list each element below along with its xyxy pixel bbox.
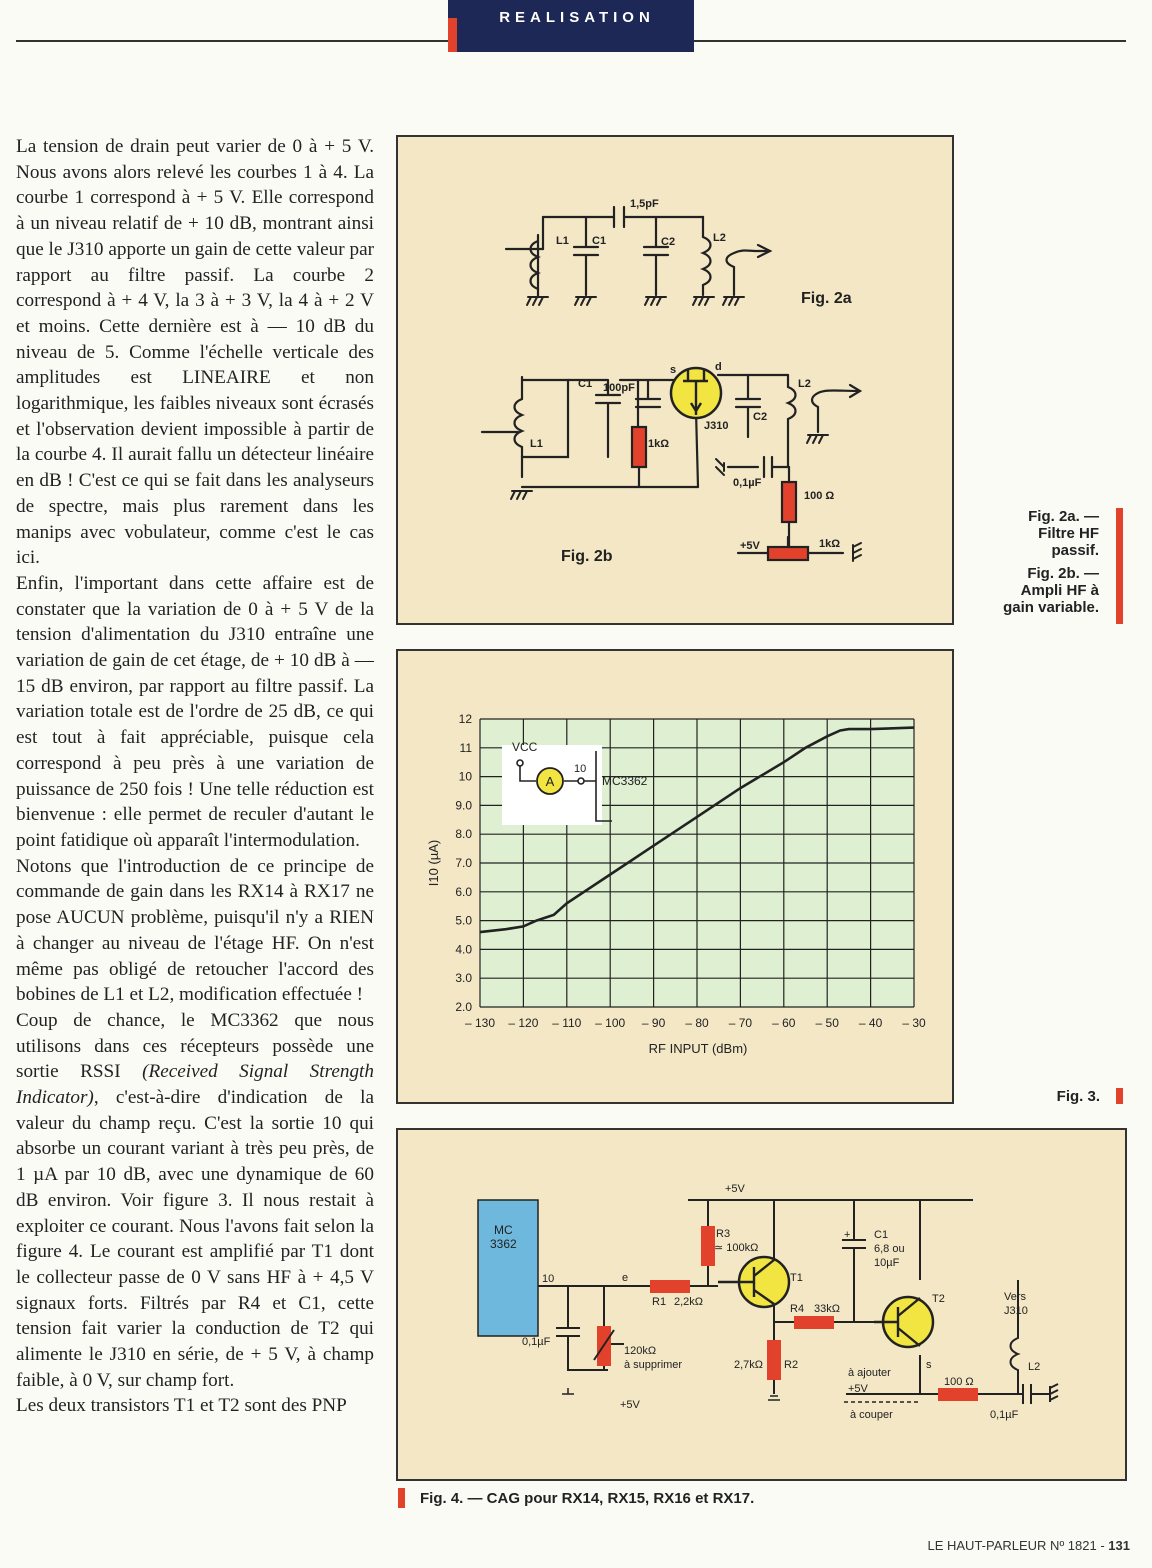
fig4-c1: C1 <box>874 1229 889 1241</box>
figure-2-schematic <box>398 137 952 623</box>
paragraph-2: Enfin, l'important dans cette affaire est de constater que la variation de 0 à + 5 V de la tension d'alimentation du J310 entraîne une variation de gain de cet étage, de + 10 dB à — 15 dB environ, par rapport au filtre passif. La variation totale est de l'ordre de 25 dB, ce qui est tout à fait appréciable, puisque cela correspond à peu près à une variation de puissance de 250 fois ! Une telle réduction est bienvenue : elle permet de reculer d'autant le point fatidique où apparaît l'intermodulation. <box>16 572 374 851</box>
paragraph-1: La tension de drain peut varier de 0 à + 5 V. Nous avons alors relevé les courbes 1 à 4. La courbe 1 correspond à + 5 V. Elle correspond à un niveau relatif de + 10 dB, montrant ainsi que le J310 apporte un gain de cette valeur par rapport au filtre passif. La courbe 2 correspond à + 4 V, la 3 à + 3 V, la 4 à + 2 V et moins. Cette dernière est à — 10 dB du niveau de 5. Comme l'échelle verticale des amplitudes est LINEAIRE et non logarithmique, les faibles niveaux sont écrasés et l'observation devient impossible à partir de la courbe 4. Il aurait fallu un détecteur linéaire en dB ! C'est ce qui se fait dans les analyseurs de spectre, mais plus rarement dans les manips avec vobulateur, comme c'est le cas ici. <box>16 136 374 569</box>
mc3362-chip <box>478 1200 538 1336</box>
chart-x-label: RF INPUT (dBm) <box>648 1041 748 1056</box>
figure-4-panel <box>396 1128 1127 1481</box>
fig2a-c2: C2 <box>661 236 676 248</box>
chart-y-tick: 10 <box>458 769 472 784</box>
fig4-chip-2: 3362 <box>490 1237 517 1251</box>
chart-x-tick: – 60 <box>772 1016 796 1030</box>
fig4-caption-bar <box>398 1488 405 1508</box>
paragraph-4: Coup de chance, le MC3362 que nous utilisons dans ces récepteurs possède une sortie RSSI (Received Signal Strength Indicator), c'est-à-dire d'indication de la valeur du champ reçu. C'est la sortie 10 qui absorbe un courant variant à très peu près, de 1 µA par 10 dB, avec une dynamique de 60 dB environ. Voir figure 3. Il nous restait à exploiter ce courant. Nous l'avons fait selon la figure 4. Le courant est amplifié par T1 dont le collecteur passe de 0 V sans HF à + 4,5 V signaux forts. Filtrés par R4 et C1, cette tension fait varier la conduction de T2 qui alimente le J310 en série, de + 5 V, à champ faible, à 0 V, sur champ fort. <box>16 1009 374 1391</box>
fig4-couper: à couper <box>850 1409 893 1421</box>
article-text <box>16 134 374 1419</box>
fig4-r100: 100 Ω <box>944 1376 974 1388</box>
figure-2-panel <box>396 135 954 625</box>
fig4-e: e <box>622 1272 629 1284</box>
fig4-c1-value-2: 10µF <box>874 1257 900 1269</box>
fig4-cap2: 0,1µF <box>990 1409 1019 1421</box>
fig4-t2: T2 <box>932 1293 945 1305</box>
fig4-s: s <box>926 1359 932 1371</box>
chart-y-tick: 4.0 <box>455 942 472 957</box>
fig4-r3-value: ≃ 100kΩ <box>714 1242 759 1254</box>
chart-y-tick: 12 <box>458 712 472 726</box>
fig2b-source: s <box>670 364 677 376</box>
fig2b-c2: C2 <box>753 411 768 423</box>
fig4-caption: Fig. 4. — CAG pour RX14, RX15, RX16 et RX17. <box>420 1490 755 1507</box>
fig4-c1-value-1: 6,8 ou <box>874 1243 905 1255</box>
chart-y-tick: 5.0 <box>455 913 472 928</box>
fig3-caption: Fig. 3. <box>1056 1088 1100 1105</box>
chart-y-label: I10 (µA) <box>426 839 441 887</box>
inset-vcc: VCC <box>512 740 538 754</box>
fig2-caption: Fig. 2a. — Filtre HF passif. Fig. 2b. — Ampli HF à gain variable. <box>1003 508 1099 616</box>
chart-x-tick: – 30 <box>902 1016 926 1030</box>
figure-3-chart <box>398 651 952 1102</box>
inset-meter: A <box>545 774 555 789</box>
figure-3-panel <box>396 649 954 1104</box>
page-footer: LE HAUT-PARLEUR Nº 1821 - 131 <box>927 1538 1130 1553</box>
figure-4-schematic <box>398 1130 1125 1479</box>
fig2b-label: Fig. 2b <box>561 548 613 565</box>
fig4-r2-value: 2,7kΩ <box>734 1359 764 1371</box>
fig4-r3: R3 <box>716 1228 731 1240</box>
section-title: REALISATION <box>499 9 655 26</box>
header-rule-right <box>694 40 1126 42</box>
chart-y-tick: 8.0 <box>455 827 472 842</box>
paragraph-5: Les deux transistors T1 et T2 sont des PNP <box>16 1395 347 1417</box>
chart-y-tick: 2.0 <box>455 1000 472 1014</box>
fig4-pot-1: 120kΩ <box>624 1345 657 1357</box>
fig2b-c1: C1 <box>578 378 593 390</box>
chart-x-tick: – 50 <box>815 1016 839 1030</box>
chart-x-tick: – 80 <box>685 1016 709 1030</box>
fig2b-drain: d <box>715 361 722 373</box>
chart-y-tick: 11 <box>459 740 472 755</box>
fig2a-l2: L2 <box>713 232 726 244</box>
fig2b-r2: 100 Ω <box>804 490 835 502</box>
fig4-vcc: +5V <box>725 1183 745 1195</box>
fig4-vers: Vers <box>1004 1291 1027 1303</box>
fig2b-vcc: +5V <box>740 540 760 552</box>
fig4-5v-c: +5V <box>620 1399 640 1411</box>
chart-x-tick: – 120 <box>508 1016 539 1030</box>
chart-y-tick: 3.0 <box>455 971 472 986</box>
chart-y-tick: 9.0 <box>455 798 472 813</box>
chart-x-tick: – 40 <box>858 1016 883 1030</box>
fig4-j310: J310 <box>1004 1305 1028 1317</box>
fig2b-l1: L1 <box>530 438 543 450</box>
fig4-ajouter: à ajouter <box>848 1367 891 1379</box>
fig2a-cap-value: 1,5pF <box>630 198 659 210</box>
chart-x-tick: – 90 <box>641 1016 666 1030</box>
chart-y-tick: 6.0 <box>455 884 472 899</box>
fig2a-label: Fig. 2a <box>801 290 852 307</box>
fig2b-c1-value: 100pF <box>603 382 635 394</box>
fig2a-c1: C1 <box>592 235 607 247</box>
fig2b-c3: 0,1µF <box>733 477 762 489</box>
header-accent <box>448 18 457 52</box>
fig3-caption-bar <box>1116 1088 1123 1104</box>
chart-x-tick: – 130 <box>464 1016 496 1030</box>
fig4-pot-2: à supprimer <box>624 1359 683 1371</box>
fig4-r4: R4 <box>790 1303 805 1315</box>
chart-x-tick: – 110 <box>552 1016 582 1030</box>
chart-x-tick: – 70 <box>728 1016 753 1030</box>
fig4-t1: T1 <box>790 1272 803 1284</box>
inset-pin: 10 <box>574 763 587 775</box>
fig4-pin10: 10 <box>542 1273 555 1285</box>
fig2b-pot: 1kΩ <box>819 538 841 550</box>
fig2b-r1: 1kΩ <box>648 438 670 450</box>
header-rule-left <box>16 40 448 42</box>
header-tab <box>448 0 694 52</box>
fig2b-l2: L2 <box>798 378 811 390</box>
fig4-cap: 0,1µF <box>522 1336 551 1348</box>
fig2b-j310: J310 <box>704 420 729 432</box>
fig4-l2: L2 <box>1028 1361 1041 1373</box>
fig4-chip-1: MC <box>494 1223 513 1237</box>
fig2-caption-bar <box>1116 508 1123 624</box>
fig4-plus: + <box>844 1229 851 1241</box>
fig4-r2: R2 <box>784 1359 799 1371</box>
chart-y-tick: 7.0 <box>455 856 472 870</box>
fig2a-l1: L1 <box>556 235 569 247</box>
paragraph-3: Notons que l'introduction de ce principe de commande de gain dans les RX14 à RX17 ne pose AUCUN problème, puisqu'il n'y a RIEN à changer au niveau de l'étage HF. On n'est même pas obligé de retoucher l'accord des bobines de L1 et L2, modification effectuée ! <box>16 855 374 1006</box>
fig4-r1: R1 <box>652 1296 667 1308</box>
chart-x-tick: – 100 <box>595 1016 626 1030</box>
fig4-r1-value: 2,2kΩ <box>674 1296 704 1308</box>
fig4-5v-b: +5V <box>848 1383 868 1395</box>
inset-chip: MC3362 <box>602 774 648 788</box>
fig4-r4-value: 33kΩ <box>814 1303 840 1315</box>
